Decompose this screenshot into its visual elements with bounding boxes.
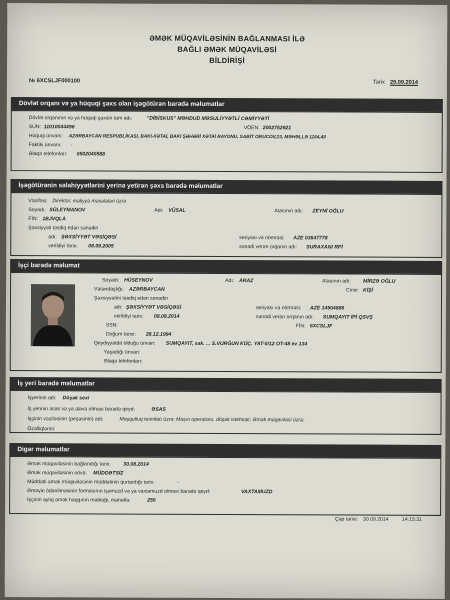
emp-phone-label: Əlaqə telefonları:	[103, 358, 143, 365]
emp-issued-label: verildiyi tarix:	[113, 313, 144, 320]
emp-surname-value: HÜSEYNOV	[124, 277, 153, 284]
contract-term-value: -	[177, 479, 179, 486]
voen-label: VÖEN:	[243, 125, 260, 132]
contract-date-value: 30.08.2014	[123, 461, 149, 468]
rep-father-value: ZEYNİ OĞLU	[312, 208, 344, 215]
address-label: Hüquqi ünvanı:	[28, 133, 64, 140]
conditions-label: Özəlliqlərini:	[27, 426, 56, 433]
section-employee-heading: İşçi barədə məlumat	[10, 259, 442, 274]
employer-phone-value: 0502040588	[76, 151, 105, 158]
pay-form-value: VAXTAMUZD	[241, 489, 273, 496]
emp-issuer-label: sənədi verən orqanın adı:	[255, 314, 314, 321]
rep-name-label: Adı:	[154, 207, 164, 214]
section-employer-heading: Dövlət orqanı və ya hüquqi şəxs olan işəgötürən barədə məlumatlar	[11, 97, 443, 112]
rep-doc-label: Şəxsiyyəti təsdiq edən sənədin	[28, 225, 99, 232]
emp-ssn-label: SSN:	[105, 322, 118, 329]
employee-photo	[31, 284, 75, 346]
rep-surname-label: Soyadı:	[28, 207, 46, 214]
document-number: № 6XCSLJF000100	[28, 78, 80, 85]
contract-type-label: Əmək müqaviləsinin növü:	[27, 470, 87, 477]
job-title-label: İşçinin vəzifəsinin (peşəsinin) adı:	[27, 416, 104, 423]
print-time-value: 14:15:31	[402, 516, 422, 523]
emp-name-label: Adı:	[225, 277, 235, 285]
employer-name-label: Dövlət orqanının və ya hüquqi şəxsin tam adı:	[28, 115, 133, 122]
rep-issuer-label: sənədi verən orqanın adı:	[239, 244, 298, 251]
emp-doc-series-label: seriyası və nömrəsi:	[255, 305, 302, 312]
job-title-value: Maşqulluq təsnifatı üzrə: Maşın operatoru, döşək istehsalı; Əmək müqaviləsi üzrə:	[119, 416, 305, 424]
sun-label: SUN:	[28, 124, 41, 131]
rep-position-value: Direktor, məliyyə məsələləri üzrə	[52, 198, 127, 205]
notification-document	[5, 3, 448, 599]
workplace-main-label: İş yerinin əsas və ya əlavə olması barədə qeyd:	[27, 406, 135, 413]
emp-birth-value: 28.12.1994	[145, 331, 172, 338]
document-date: 29.09.2014	[389, 79, 418, 86]
emp-doc-name-value: ŞƏXSİYYƏT VƏSİQƏSİ	[125, 304, 182, 311]
date-label: Tarix	[372, 79, 385, 86]
emp-father-label: Atasının adı:	[322, 278, 351, 285]
emp-birth-label: Doğum tarixi:	[105, 331, 136, 338]
sun-value: 11010044496	[43, 124, 75, 131]
salary-value: 250	[147, 497, 156, 504]
contract-date-label: Əmək müqaviləsinin bağlandığı tarix:	[27, 461, 111, 468]
rep-issuer-value: SURAXANI RPİ	[306, 244, 343, 251]
emp-doc-name-label: adı:	[113, 304, 123, 311]
workplace-main-value: ƏSAS	[151, 406, 166, 413]
emp-live-label: Yaşadığı ünvan:	[103, 349, 141, 356]
rep-issued-label: verildiyi tarix:	[48, 243, 78, 250]
emp-gender-value: KİŞİ	[363, 287, 373, 294]
emp-surname-label: Soyadı:	[102, 277, 120, 284]
emp-fin-value: 6XCSLJF	[309, 323, 333, 330]
rep-position-label: Vəzifəsi:	[28, 198, 48, 205]
emp-reg-label: Qeydiyyatda olduğu ünvan:	[93, 340, 156, 347]
emp-reg-value: SUMQAYIT, sak. ... S.VURĞUN KÜÇ. YAT-0/12 OT-48 ev 134	[165, 340, 308, 348]
emp-doc-label: Şəxsiyyətini təsdiq edən sənədin	[93, 295, 168, 302]
section-workplace-heading: İş yeri barədə məlumatlar	[10, 377, 442, 392]
document-title-line3: BİLDİRİŞİ	[209, 55, 245, 66]
emp-doc-series-value: AZE 14904886	[309, 305, 345, 312]
section-other-heading: Digər məlumatlar	[9, 443, 441, 458]
rep-fin-label: FİN:	[28, 216, 38, 223]
emp-issuer-value: SUMQAYIT İPİ QSVŞ	[322, 314, 373, 321]
rep-doc-series-value: AZE 03647778	[293, 235, 328, 242]
emp-citizen-value: AZƏRBAYCAN	[129, 286, 165, 293]
rep-doc-name-value: ŞƏXSİYYƏT VƏSİQƏSİ	[61, 234, 117, 241]
emp-issued-value: 08.08.2014	[153, 313, 180, 320]
emp-name-value: ARAZ	[239, 278, 254, 285]
salary-label: İşçinin aylıq əmək haqqının məbləği, manatla:	[27, 497, 131, 504]
rep-surname-value: SÜLEYMANOV	[49, 207, 86, 214]
contract-type-value: MÜDDƏTSİZ	[93, 470, 124, 477]
rep-father-label: Atasının adı:	[274, 208, 304, 215]
emp-father-value: MİRZƏ OĞLU	[363, 278, 396, 285]
section-representative-heading: İşəgötürənin səlahiyyətlərini yerinə yetirən şəxs barədə məlumatlar	[10, 179, 442, 194]
document-title-line1: ƏMƏK MÜQAVİLƏSİNİN BAĞLANMASI İLƏ	[149, 33, 305, 44]
emp-citizen-label: Vətəndaşlığı:	[94, 286, 124, 293]
rep-doc-series-label: seriyası və nömrəsi:	[239, 235, 285, 242]
employer-phone-label: Əlaqə telefonları:	[28, 151, 68, 158]
document-title-line2: BAĞLI ƏMƏK MÜQAVİLƏSİ	[177, 44, 277, 55]
employer-name-value: "DİBİSKUS" MƏHDUD MƏSULİYYƏTLİ CƏMİYYƏTİ	[146, 115, 270, 123]
rep-issued-value: 08.09.2005	[88, 243, 114, 250]
workplace-label: İşyerinin adı:	[27, 395, 57, 402]
print-date-label: Çap tarixi:	[335, 516, 358, 523]
actual-address-label: Faktiki ünvanı:	[28, 142, 62, 149]
print-date-value: 30.09.2014	[363, 516, 389, 523]
rep-name-value: VÜSAL	[168, 207, 186, 214]
workplace-value: Döşək sexi	[62, 395, 90, 402]
voen-value: 2002752921	[262, 125, 292, 132]
rep-doc-name-label: adı:	[48, 234, 57, 241]
rep-fin-value: 1BJVQLA	[42, 216, 66, 223]
address-value: AZƏRBAYCAN RESPUBLİKASI, BAKI-XƏTAİ, BAKI ŞƏHƏRİ XƏTAİ RAYONU, SABİT ORUCOV,23, MƏHƏLLƏ 1184,48	[68, 133, 326, 140]
pay-form-label: Əməyin ödənilməsinin formasının işəmuzd və ya vaxtamuzd olması barədə qeyd:	[27, 488, 211, 495]
actual-address-value: -	[70, 142, 73, 149]
emp-fin-label: FİN:	[295, 323, 306, 330]
emp-gender-label: Cinsi:	[346, 287, 359, 294]
contract-term-label: Müddətli əmək müqaviləsinin müddətinin qurtardığı tarix:	[27, 479, 155, 486]
